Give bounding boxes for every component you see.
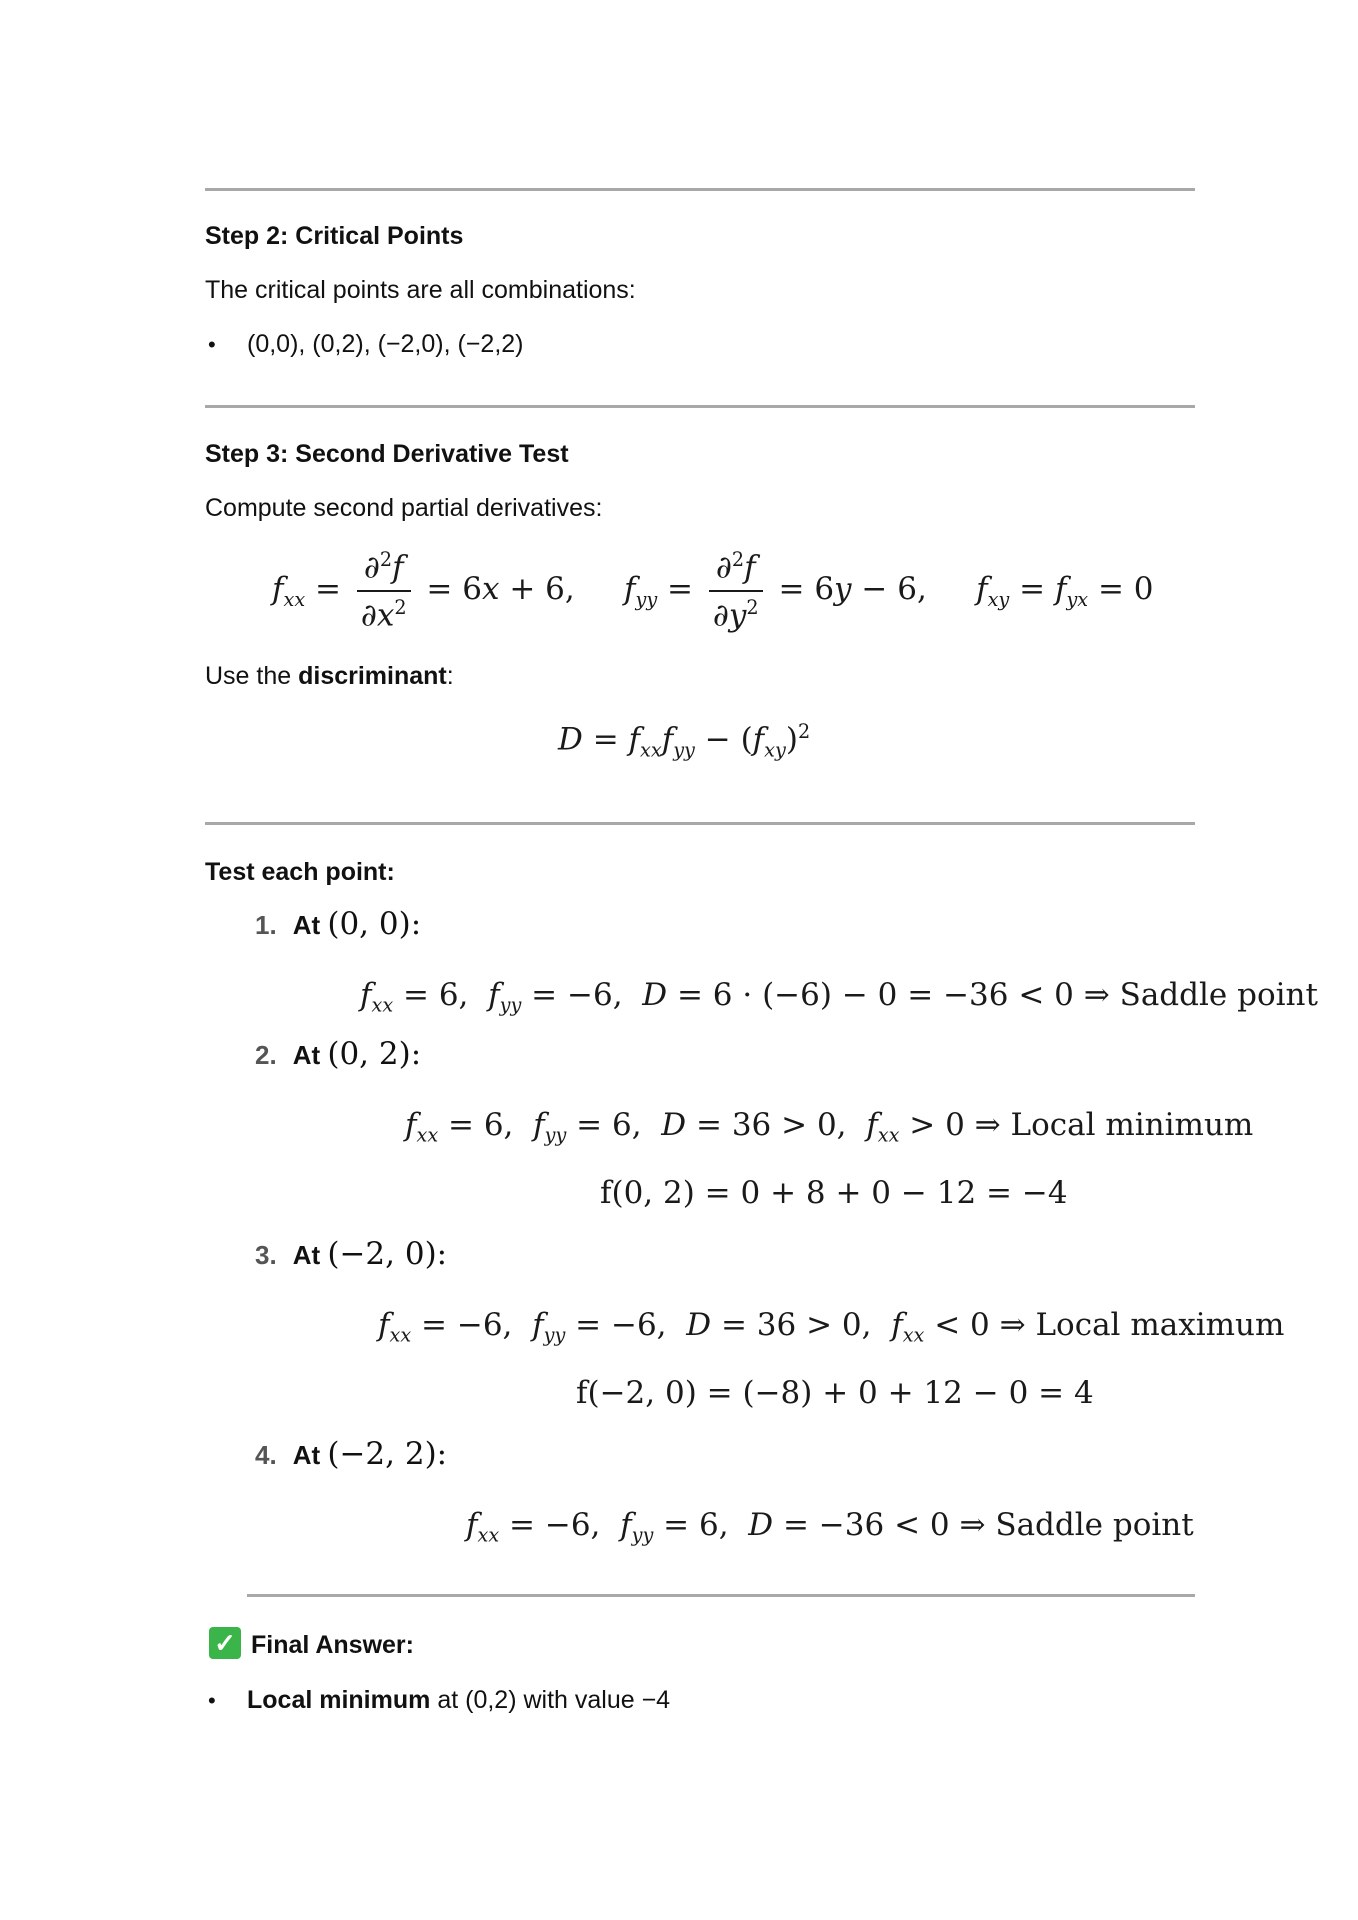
bullet-icon: • [208,1688,216,1713]
discriminant-intro: Use the discriminant: [205,662,454,690]
second-derivatives-equation: $f_{xx}$ = $\frac{\partial^2f}{\partial x^2}$ = 6x + 6, $f_{yy}$ = $\frac{\partial^2f}{\partial y^2}$ = 6y − 6, $f_{xy} = f_{yx} = 0$ [272,548,1154,634]
divider [205,188,1195,191]
step2-heading: Step 2: Critical Points [205,222,464,250]
divider [205,822,1195,825]
check-mark-icon: ✓ [209,1627,241,1659]
step2-intro: The critical points are all combinations: [205,276,636,304]
final-answer-bold: Local minimum [247,1686,431,1714]
step3-heading: Step 3: Second Derivative Test [205,440,569,468]
test-item-3-equation: $f_{xx} = -6$, $f_{yy} = -6$, D = 36 > 0, $f_{xx} < 0$ ⇒ Local maximum [378,1307,1285,1347]
discriminant-term: discriminant [298,662,447,690]
test-item-1-label: 1. At (0, 0): [255,906,422,942]
bullet-icon: • [208,332,216,357]
test-item-3-label: 3. At (−2, 0): [255,1236,448,1272]
test-item-2-equation: $f_{xx} = 6$, $f_{yy} = 6$, D = 36 > 0, $f_{xx} > 0$ ⇒ Local minimum [405,1107,1254,1147]
divider [247,1594,1195,1597]
divider [205,405,1195,408]
test-item-1-equation: $f_{xx} = 6$, $f_{yy} = -6$, D = 6 · (−6) − 0 = −36 < 0 ⇒ Saddle point [360,977,1318,1017]
critical-points-list: (0,0), (0,2), (−2,0), (−2,2) [247,330,524,358]
step3-intro: Compute second partial derivatives: [205,494,603,522]
discriminant-equation: $D = f_{xx}f_{yy} - (f_{xy})^2$ [558,720,811,762]
test-item-4-label: 4. At (−2, 2): [255,1436,448,1472]
test-item-4-equation: $f_{xx} = -6$, $f_{yy} = 6$, D = −36 < 0 ⇒ Saddle point [466,1507,1194,1547]
test-item-2-label: 2. At (0, 2): [255,1036,422,1072]
final-answer-bullet: Local minimum at (0,2) with value −4 [247,1686,671,1714]
test-item-3-value: f(−2, 0) = (−8) + 0 + 12 − 0 = 4 [576,1375,1094,1411]
test-heading: Test each point: [205,858,395,886]
test-item-2-value: f(0, 2) = 0 + 8 + 0 − 12 = −4 [600,1175,1068,1211]
final-answer-heading: Final Answer: [251,1631,414,1659]
